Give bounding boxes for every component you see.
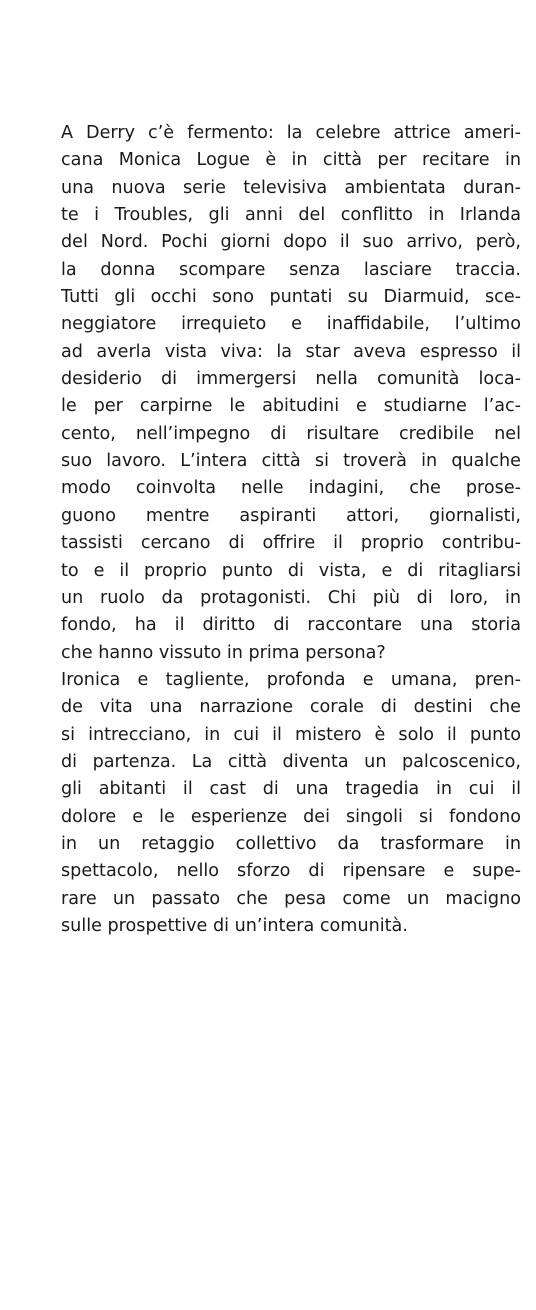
text-line: in un retaggio collettivo da trasformare in (61, 833, 521, 854)
text-line: tassisti cercano di offrire il proprio contribu- (61, 533, 521, 554)
text-line: te i Troubles, gli anni del conflitto in Irlanda (61, 205, 521, 226)
text-line: le per carpirne le abitudini e studiarne l’ac- (61, 396, 521, 417)
text-line: Ironica e tagliente, profonda e umana, pren- (61, 669, 521, 690)
text-line: che hanno vissuto in prima persona? (61, 642, 386, 663)
text-line: cento, nell’impegno di risultare credibile nel (61, 423, 521, 444)
text-line: guono mentre aspiranti attori, giornalisti, (61, 505, 521, 526)
text-line: de vita una narrazione corale di destini che (61, 697, 521, 718)
text-line: del Nord. Pochi giorni dopo il suo arrivo, però, (61, 232, 521, 253)
text-line: neggiatore irrequieto e inaffidabile, l’ultimo (61, 314, 521, 335)
text-line: dolore e le esperienze dei singoli si fondono (61, 806, 521, 827)
text-line: Tutti gli occhi sono puntati su Diarmuid, sce- (61, 287, 521, 308)
text-line: spettacolo, nello sforzo di ripensare e supe- (61, 861, 521, 882)
text-line: si intrecciano, in cui il mistero è solo il punto (61, 724, 521, 745)
synopsis-text (61, 120, 521, 940)
text-line: la donna scompare senza lasciare traccia. (61, 259, 521, 280)
text-line: to e il proprio punto di vista, e di ritagliarsi (61, 560, 521, 581)
text-line: di partenza. La città diventa un palcoscenico, (61, 751, 521, 772)
text-line: cana Monica Logue è in città per recitare in (61, 150, 521, 171)
text-line: A Derry c’è fermento: la celebre attrice ameri- (61, 123, 521, 143)
text-line: un ruolo da protagonisti. Chi più di loro, in (61, 587, 521, 608)
text-line: rare un passato che pesa come un macigno (61, 888, 521, 909)
text-line: sulle prospettive di un’intera comunità. (61, 915, 408, 936)
text-line: ad averla vista viva: la star aveva espresso il (61, 341, 521, 362)
text-line: fondo, ha il diritto di raccontare una storia (61, 615, 521, 636)
text-line: desiderio di immergersi nella comunità loca- (61, 369, 521, 390)
paragraph-1 (61, 120, 521, 667)
text-line: modo coinvolta nelle indagini, che prose- (61, 478, 521, 499)
paragraph-2 (61, 667, 521, 940)
text-line: suo lavoro. L’intera città si troverà in qualche (61, 451, 521, 472)
text-line: una nuova serie televisiva ambientata duran- (61, 177, 521, 198)
text-line: gli abitanti il cast di una tragedia in cui il (61, 779, 521, 800)
